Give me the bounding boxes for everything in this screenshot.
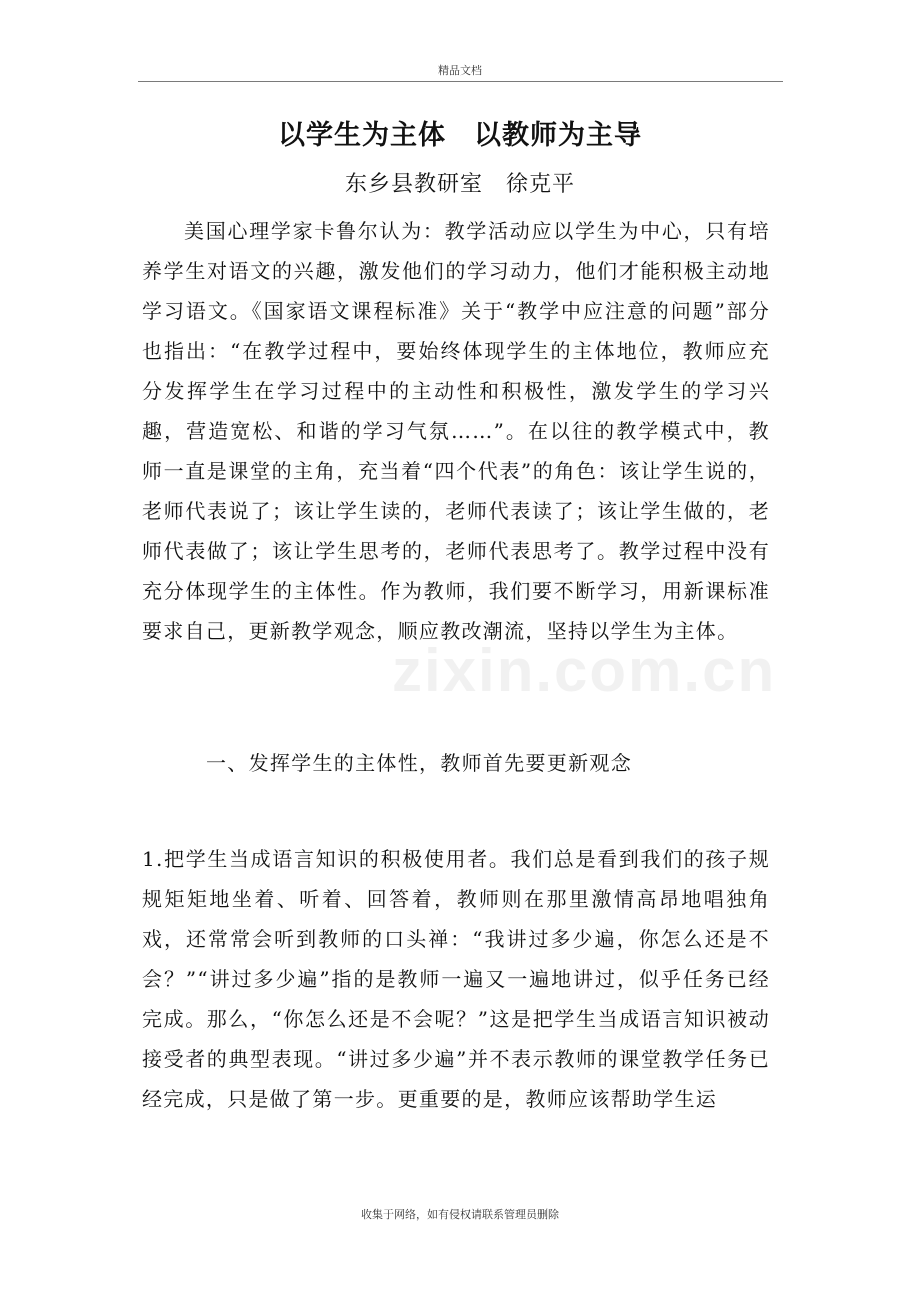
- header-divider: [138, 81, 783, 82]
- page-footer-note: 收集于网络，如有侵权请联系管理员删除: [361, 1208, 559, 1221]
- watermark: zixin.com.cn: [392, 637, 777, 704]
- paragraph-intro: 美国心理学家卡鲁尔认为：教学活动应以学生为中心，只有培养学生对语文的兴趣，激发他们的学习动力，他们才能积极主动地学习语文。《国家语文课程标准》关于“教学中应注意的问题”部分也指出：“在教学过程中，要始终体现学生的主体地位，教师应充分发挥学生在学习过程中的主动性和积极性，激发学生的学习兴趣，营造宽松、和谐的学习气氛……”。在以往的教学模式中，教师一直是课堂的主角，充当着“四个代表”的角色：该让学生说的，老师代表说了；该让学生读的，老师代表读了；该让学生做的，老师代表做了；该让学生思考的，老师代表思考了。教学过程中没有充分体现学生的主体性。作为教师，我们要不断学习，用新课标准要求自己，更新教学观念，顺应教改潮流，坚持以学生为主体。: [142, 219, 770, 643]
- page-header-label: 精品文档: [438, 64, 482, 77]
- article-byline: 东乡县教研室 徐克平: [344, 172, 575, 197]
- paragraph-point-1: 1.把学生当成语言知识的积极使用者。我们总是看到我们的孩子规规矩矩地坐着、听着、回答着，教师则在那里激情高昂地唱独角戏，还常常会听到教师的口头禅：“我讲过多少遍，你怎么还是不会？”“讲过多少遍”指的是教师一遍又一遍地讲过，似乎任务已经完成。那么，“你怎么还是不会呢？”这是把学生当成语言知识被动接受者的典型表现。“讲过多少遍”并不表示教师的课堂教学任务已经完成，只是做了第一步。更重要的是，教师应该帮助学生运: [142, 847, 770, 1111]
- section-heading: 一、发挥学生的主体性，教师首先要更新观念: [206, 751, 632, 775]
- article-title: 以学生为主体 以教师为主导: [278, 120, 642, 151]
